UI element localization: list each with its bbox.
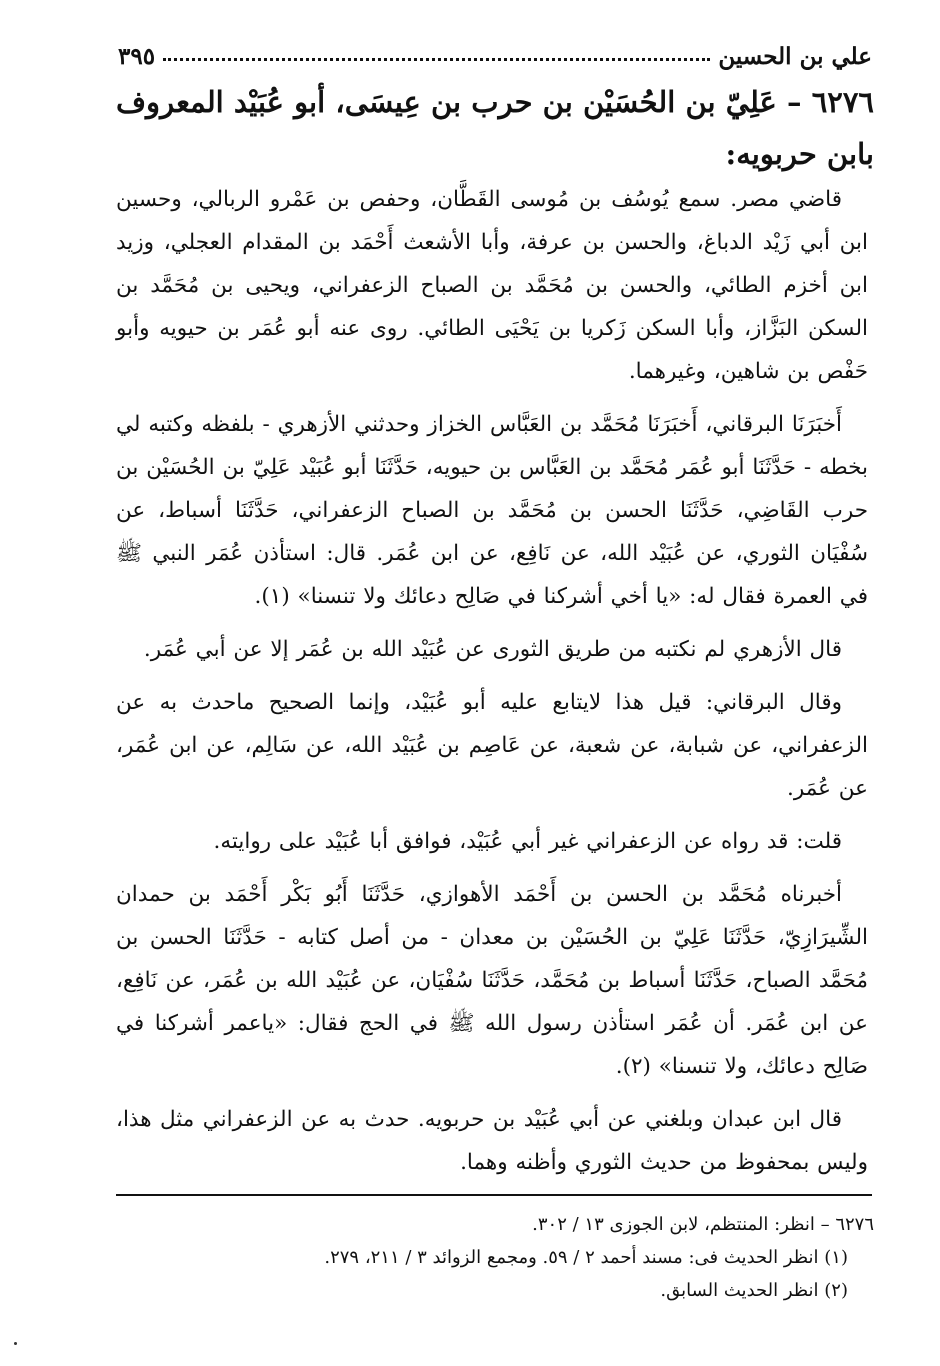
footnote-separator — [116, 1194, 872, 1196]
paragraph-azhari-note: قال الأزهري لم نكتبه من طريق الثورى عن عُبَيْد الله بن عُمَر إلا عن أبي عُمَر. — [143, 637, 842, 662]
running-header-title: علي بن الحسين — [718, 43, 872, 70]
footnote-2: (٢) انظر الحديث السابق. — [660, 1280, 848, 1301]
paragraph-second-isnad: أخبرناه مُحَمَّد بن الحسن بن أَحْمَد الأهوازي، حَدَّثَنَا أَبُو بَكْر أَحْمَد بن حمدان الشِّيرَازِيّ، حَدَّثَنَا عَلِيّ بن الحُسَيْن بن معدان - من أصل كتابه - حَدَّثَنَا الحسن بن مُحَمَّد الصباح، حَدَّثَنَا أسباط بن مُحَمَّد، حَدَّثَنَا سُفْيَان، عن عُبَيْد الله بن عُمَر، عن نَافِع، عن ابن عُمَر. أن عُمَر استأذن رسول الله ﷺ في الحج فقال: «ياعمر أشركنا في صَالِح دعائك، ولا تنسنا» (٢). — [116, 882, 868, 1079]
footnote-entry-source: ٦٢٧٦ – انظر: المنتظم، لابن الجوزى ١٣ / ٣٠٢. — [532, 1214, 874, 1235]
paragraph-barqani-note: وقال البرقاني: قيل هذا لايتابع عليه أبو عُبَيْد، وإنما الصحيح ماحدث به عن الزعفراني، عن شبابة، عن شعبة، عن عَاصِم بن عُبَيْد الله، عن سَالِم، عن ابن عُمَر، عن عُمَر. — [116, 690, 868, 801]
scan-speck — [14, 1342, 17, 1345]
entry-heading: ٦٢٧٦ – عَلِيّ بن الحُسَيْن بن حرب بن عِيسَى، أبو عُبَيْد المعروف بابن حربويه: — [116, 85, 874, 171]
entry-body — [116, 178, 868, 1194]
paragraph-ibn-abdan-note: قال ابن عبدان وبلغني عن أبي عُبَيْد بن حربويه. حدث به عن الزعفراني مثل هذا، وليس بمحفوظ من حديث الثوري وأظنه وهما. — [116, 1107, 868, 1175]
paragraph-biography: قاضي مصر. سمع يُوسُف بن مُوسى القَطَّان، وحفص بن عَمْرو الربالي، وحسين ابن أبي زَيْد الدباغ، والحسن بن عرفة، وأبا الأشعث أَحْمَد بن المقدام العجلي، وزيد ابن أخزم الطائي، والحسن بن مُحَمَّد بن الصباح الزعفراني، ويحيى بن مُحَمَّد بن السكن البَزَّاز، وأبا السكن زَكريا بن يَحْيَى الطائي. روى عنه أبو عُمَر بن حيويه وأبو حَفْص بن شاهين، وغيرهما. — [116, 187, 868, 384]
footnotes — [116, 1208, 874, 1307]
header-dot-leader — [163, 58, 710, 61]
running-header — [118, 30, 872, 70]
footnote-1: (١) انظر الحديث فى: مسند أحمد ٢ / ٥٩. ومجمع الزوائد ٣ / ٢١١، ٢٧٩. — [324, 1247, 848, 1268]
paragraph-hadith-isnad: أَخبَرَنَا البرقاني، أَخبَرَنَا مُحَمَّد بن العَبَّاس الخزاز وحدثني الأزهري - بلفظه وكتبه لي بخطه - حَدَّثَنَا أبو عُمَر مُحَمَّد بن العَبَّاس بن حيويه، حَدَّثَنَا أبو عُبَيْد عَلِيّ بن الحُسَيْن بن حرب القَاضِي، حَدَّثَنَا الحسن بن مُحَمَّد بن الصباح الزعفراني، حَدَّثَنَا أسباط، عن سُفْيَان الثوري، عن عُبَيْد الله، عن نَافِع، عن ابن عُمَر. قال: استأذن عُمَر النبي ﷺ في العمرة فقال له: «يا أخي أشركنا في صَالِح دعائك ولا تنسنا» (١). — [116, 412, 868, 609]
page-number: ٣٩٥ — [118, 43, 156, 70]
paragraph-author-comment: قلت: قد رواه عن الزعفراني غير أبي عُبَيْد، فوافق أبا عُبَيْد على روايته. — [213, 829, 842, 854]
